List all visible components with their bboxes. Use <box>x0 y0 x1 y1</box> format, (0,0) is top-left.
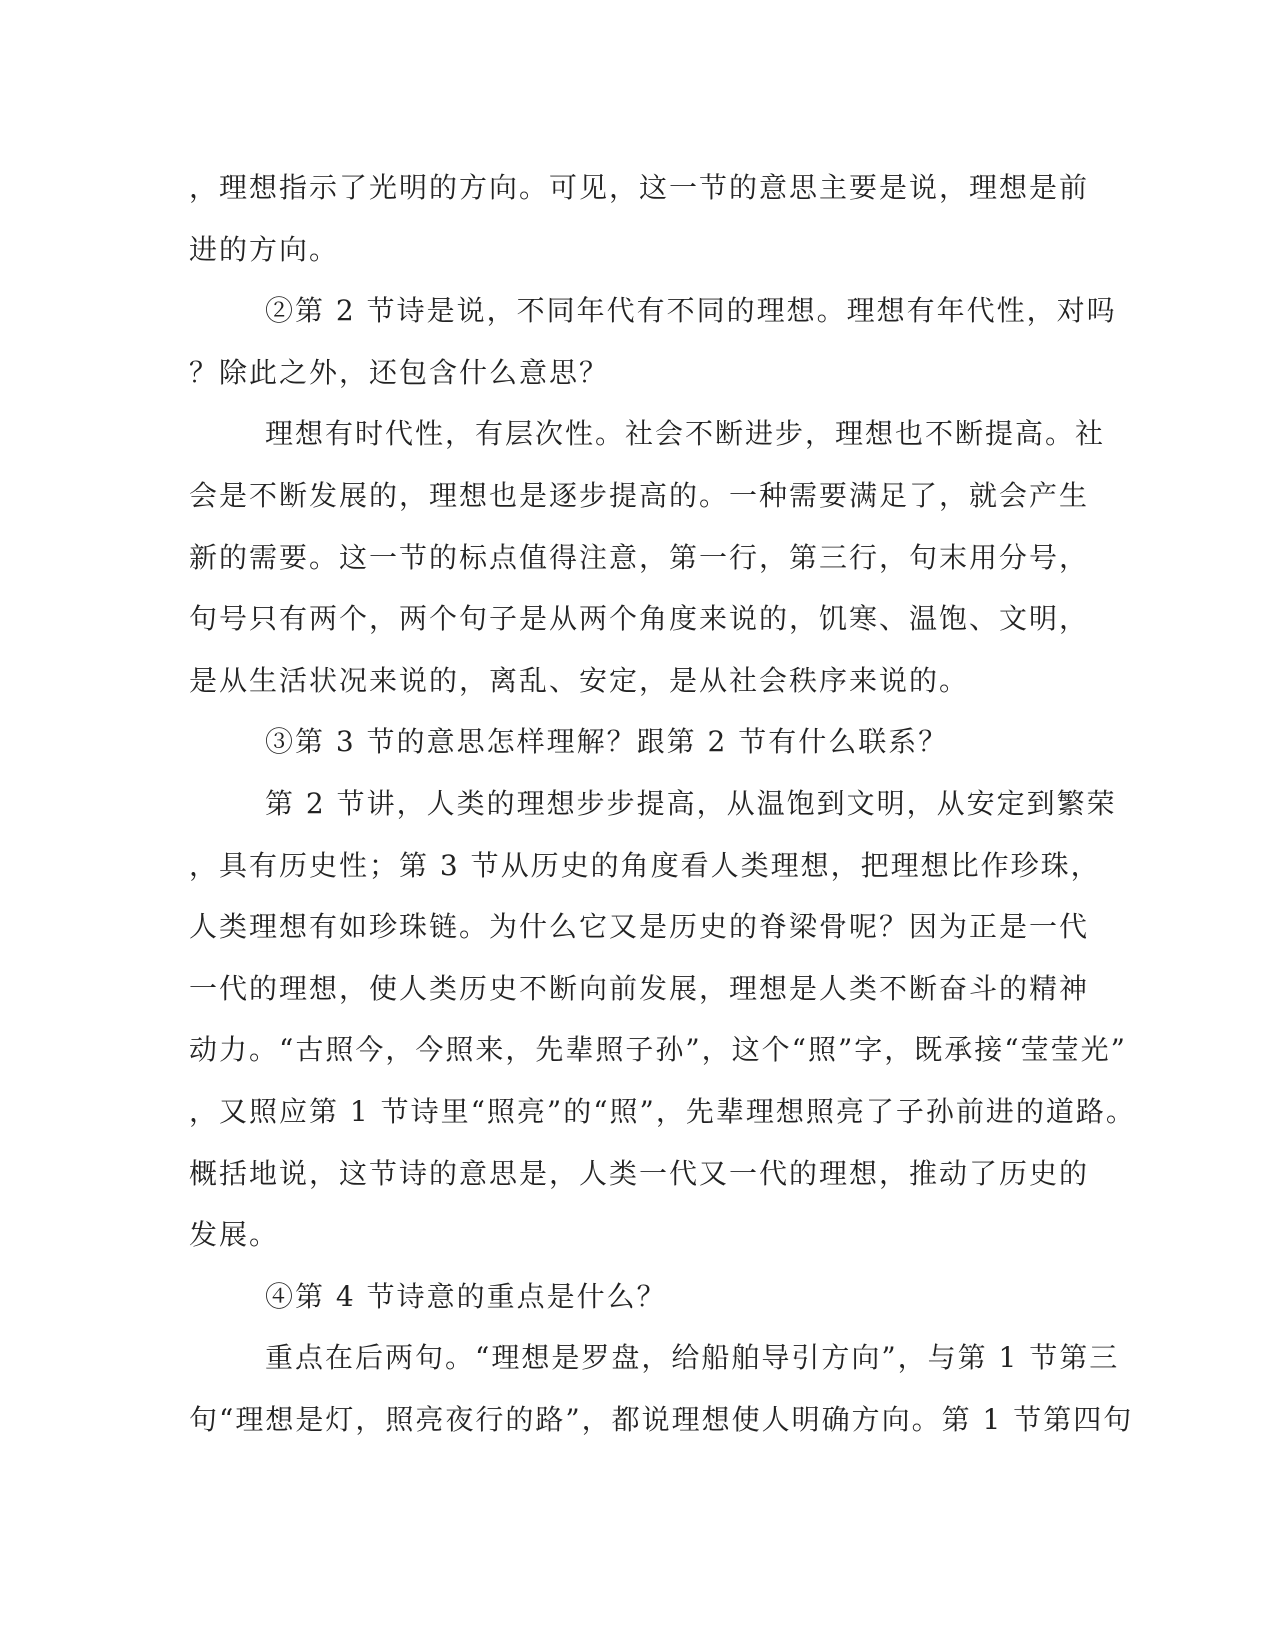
answer-line: 理想有时代性，有层次性。社会不断进步，理想也不断提高。社 <box>265 417 1106 451</box>
text-line: 概括地说，这节诗的意思是，人类一代又一代的理想，推动了历史的 <box>189 1156 1090 1190</box>
text-line: 是从生活状况来说的，离乱、安定，是从社会秩序来说的。 <box>189 663 970 697</box>
question-line: ②第 2 节诗是说，不同年代有不同的理想。理想有年代性，对吗 <box>265 294 1117 328</box>
text-line: ，具有历史性；第 3 节从历史的角度看人类理想，把理想比作珍珠， <box>189 848 1101 882</box>
text-line: 动力。“古照今，今照来，先辈照子孙”，这个“照”字，既承接“莹莹光” <box>189 1033 1127 1067</box>
text-line: 一代的理想，使人类历史不断向前发展，理想是人类不断奋斗的精神 <box>189 971 1090 1005</box>
answer-line: 第 2 节讲，人类的理想步步提高，从温饱到文明，从安定到繁荣 <box>265 786 1117 820</box>
text-line: ，理想指示了光明的方向。可见，这一节的意思主要是说，理想是前 <box>189 171 1090 204</box>
document-body <box>189 157 1136 1450</box>
question-line: ④第 4 节诗意的重点是什么？ <box>265 1279 667 1313</box>
text-line: 发展。 <box>189 1218 280 1252</box>
text-line: 新的需要。这一节的标点值得注意，第一行，第三行，句末用分号， <box>189 540 1090 574</box>
answer-line: 重点在后两句。“理想是罗盘，给船舶导引方向”，与第 1 节第三 <box>265 1341 1120 1375</box>
text-line: ？除此之外，还包含什么意思？ <box>189 355 610 389</box>
text-line: 句号只有两个，两个句子是从两个角度来说的，饥寒、温饱、文明， <box>189 602 1090 636</box>
text-line: 人类理想有如珍珠链。为什么它又是历史的脊梁骨呢？因为正是一代 <box>189 910 1090 944</box>
text-line: 进的方向。 <box>189 232 340 266</box>
text-line: 句“理想是灯，照亮夜行的路”，都说理想使人明确方向。第 1 节第四句 <box>189 1402 1134 1436</box>
text-line: ，又照应第 1 节诗里“照亮”的“照”，先辈理想照亮了子孙前进的道路。 <box>189 1094 1136 1128</box>
text-line: 会是不断发展的，理想也是逐步提高的。一种需要满足了，就会产生 <box>189 478 1090 512</box>
question-line: ③第 3 节的意思怎样理解？跟第 2 节有什么联系？ <box>265 725 949 759</box>
